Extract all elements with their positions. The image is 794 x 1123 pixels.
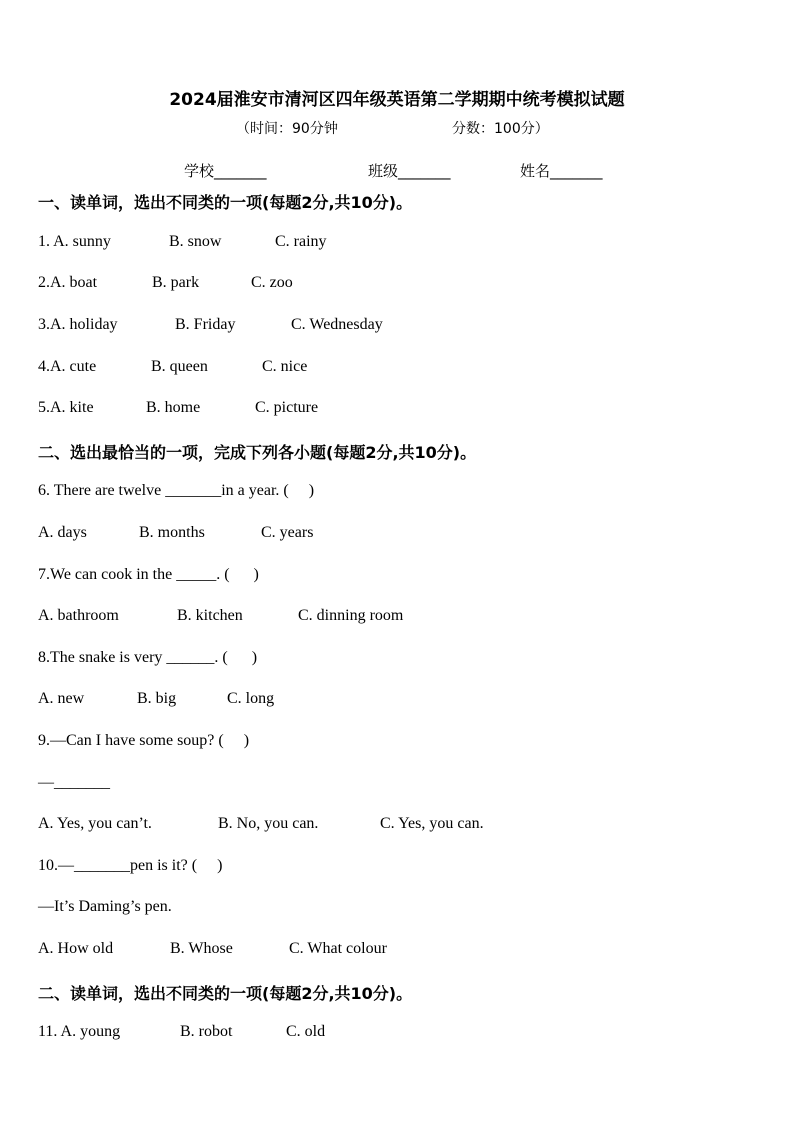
school-field: 学校_______ [184, 162, 267, 180]
q1-option-c: C. rainy [275, 233, 327, 250]
q1-option-a: 1. A. sunny [38, 233, 111, 250]
q5-option-b: B. home [146, 399, 201, 416]
q6-option-b: B. months [139, 524, 205, 541]
q7-option-c: C. dinning room [298, 607, 404, 624]
q1-option-b: B. snow [169, 233, 222, 250]
q7-option-a: A. bathroom [38, 607, 119, 624]
q6-option-a: A. days [38, 524, 87, 541]
q2-option-a: 2.A. boat [38, 274, 98, 291]
q10-reply: —It’s Daming’s pen. [38, 898, 172, 915]
q9-option-c: C. Yes, you can. [380, 815, 484, 832]
q11-option-b: B. robot [180, 1023, 233, 1040]
q2-option-c: C. zoo [251, 274, 293, 291]
q7-stem: 7.We can cook in the _____. ( ) [38, 566, 259, 583]
q7-option-b: B. kitchen [177, 607, 243, 624]
exam-title: 2024届淮安市清河区四年级英语第二学期期中统考模拟试题 [169, 90, 625, 110]
q9-stem: 9.—Can I have some soup? ( ) [38, 732, 250, 749]
q8-option-c: C. long [227, 690, 275, 707]
q11-option-c: C. old [286, 1023, 326, 1040]
q8-option-a: A. new [38, 690, 85, 707]
section-1-heading: 一、读单词，选出不同类的一项(每题2分,共10分)。 [38, 193, 413, 212]
q11-option-a: 11. A. young [38, 1023, 121, 1040]
q9-reply: —_______ [38, 774, 110, 791]
class-field: 班级_______ [368, 162, 451, 180]
q10-option-b: B. Whose [170, 940, 233, 957]
section-3-heading: 二、读单词，选出不同类的一项(每题2分,共10分)。 [38, 984, 413, 1003]
q6-option-c: C. years [261, 524, 314, 541]
name-field: 姓名_______ [520, 162, 603, 180]
q6-stem: 6. There are twelve _______in a year. ( ) [38, 482, 315, 499]
q10-option-a: A. How old [38, 940, 114, 957]
q8-option-b: B. big [137, 690, 177, 707]
q5-option-c: C. picture [255, 399, 319, 416]
q3-option-c: C. Wednesday [291, 316, 383, 333]
q4-option-a: 4.A. cute [38, 358, 97, 375]
q9-option-b: B. No, you can. [218, 815, 319, 832]
q10-stem: 10.—_______pen is it? ( ) [38, 857, 223, 874]
q3-option-b: B. Friday [175, 316, 236, 333]
exam-time: （时间：90分钟 [236, 121, 338, 137]
q4-option-b: B. queen [151, 358, 208, 375]
section-2-heading: 二、选出最恰当的一项，完成下列各小题(每题2分,共10分)。 [38, 443, 477, 462]
q2-option-b: B. park [152, 274, 200, 291]
q4-option-c: C. nice [262, 358, 308, 375]
exam-score: 分数：100分） [452, 121, 549, 137]
q3-option-a: 3.A. holiday [38, 316, 118, 333]
q5-option-a: 5.A. kite [38, 399, 94, 416]
q8-stem: 8.The snake is very ______. ( ) [38, 649, 258, 666]
q10-option-c: C. What colour [289, 940, 387, 957]
q9-option-a: A. Yes, you can’t. [38, 815, 152, 832]
